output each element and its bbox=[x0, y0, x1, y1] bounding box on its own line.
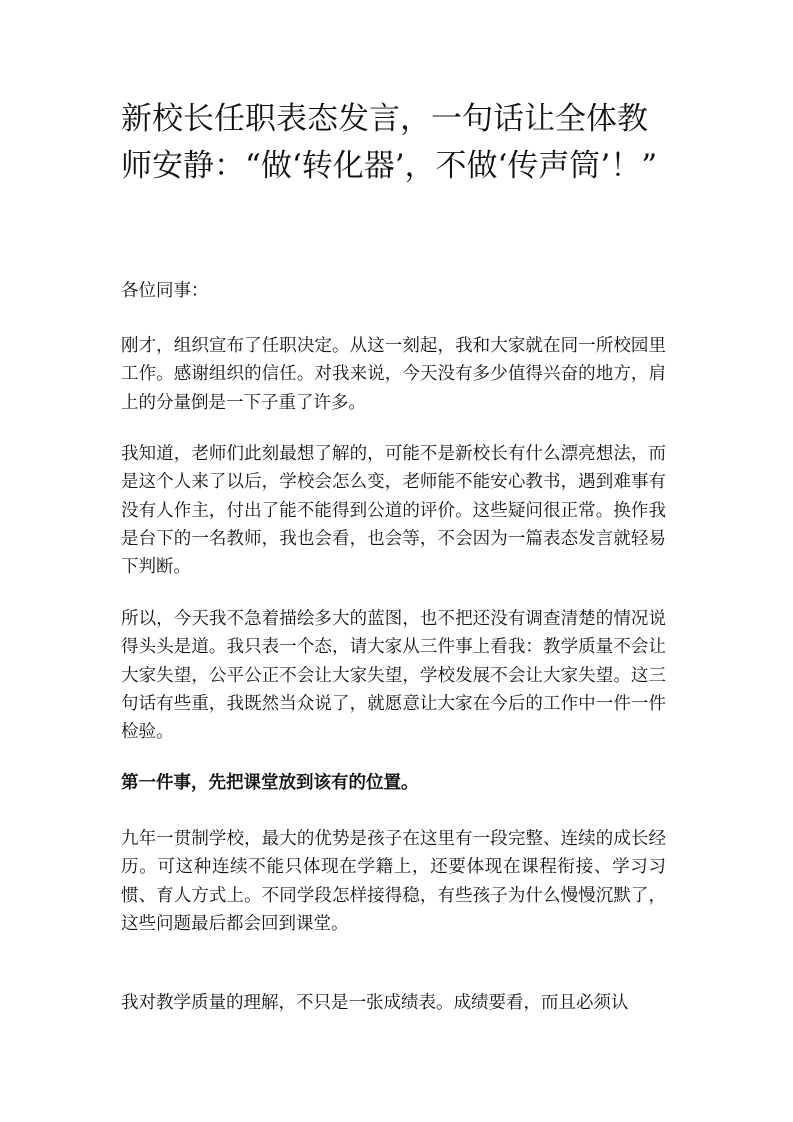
paragraph-3: 所以，今天我不急着描绘多大的蓝图，也不把还没有调查清楚的情况说得头头是道。我只表一个态，请大家从三件事上看我：教学质量不会让大家失望，公平公正不会让大家失望，学校发展不会让大家失望。这三句话有些重，我既然当众说了，就愿意让大家在今后的工作中一件一件检验。 bbox=[121, 609, 666, 743]
document-page bbox=[121, 96, 666, 1013]
section-paragraph-1: 九年一贯制学校，最大的优势是孩子在这里有一段完整、连续的成长经历。可这种连续不能只体现在学籍上，还要体现在课程衔接、学习习惯、育人方式上。不同学段怎样接得稳，有些孩子为什么慢慢沉默了，这些问题最后都会回到课堂。 bbox=[121, 829, 666, 934]
document-title: 新校长任职表态发言，一句话让全体教师安静：“做‘转化器’，不做‘传声筒’！” bbox=[121, 101, 658, 184]
section-paragraph-2: 我对教学质量的理解，不只是一张成绩表。成绩要看，而且必须认 bbox=[121, 993, 629, 1013]
paragraph-2: 我知道，老师们此刻最想了解的，可能不是新校长有什么漂亮想法，而是这个人来了以后，学校会怎么变，老师能不能安心教书，遇到难事有没有人作主，付出了能不能得到公道的评价。这些疑问很正常。换作我是台下的一名教师，我也会看，也会等，不会因为一篇表态发言就轻易下判断。 bbox=[121, 444, 666, 578]
salutation: 各位同事： bbox=[121, 281, 209, 301]
section-heading: 第一件事，先把课堂放到该有的位置。 bbox=[121, 773, 419, 793]
paragraph-1: 刚才，组织宣布了任职决定。从这一刻起，我和大家就在同一所校园里工作。感谢组织的信任。对我来说，今天没有多少值得兴奋的地方，肩上的分量倒是一下子重了许多。 bbox=[121, 336, 666, 413]
